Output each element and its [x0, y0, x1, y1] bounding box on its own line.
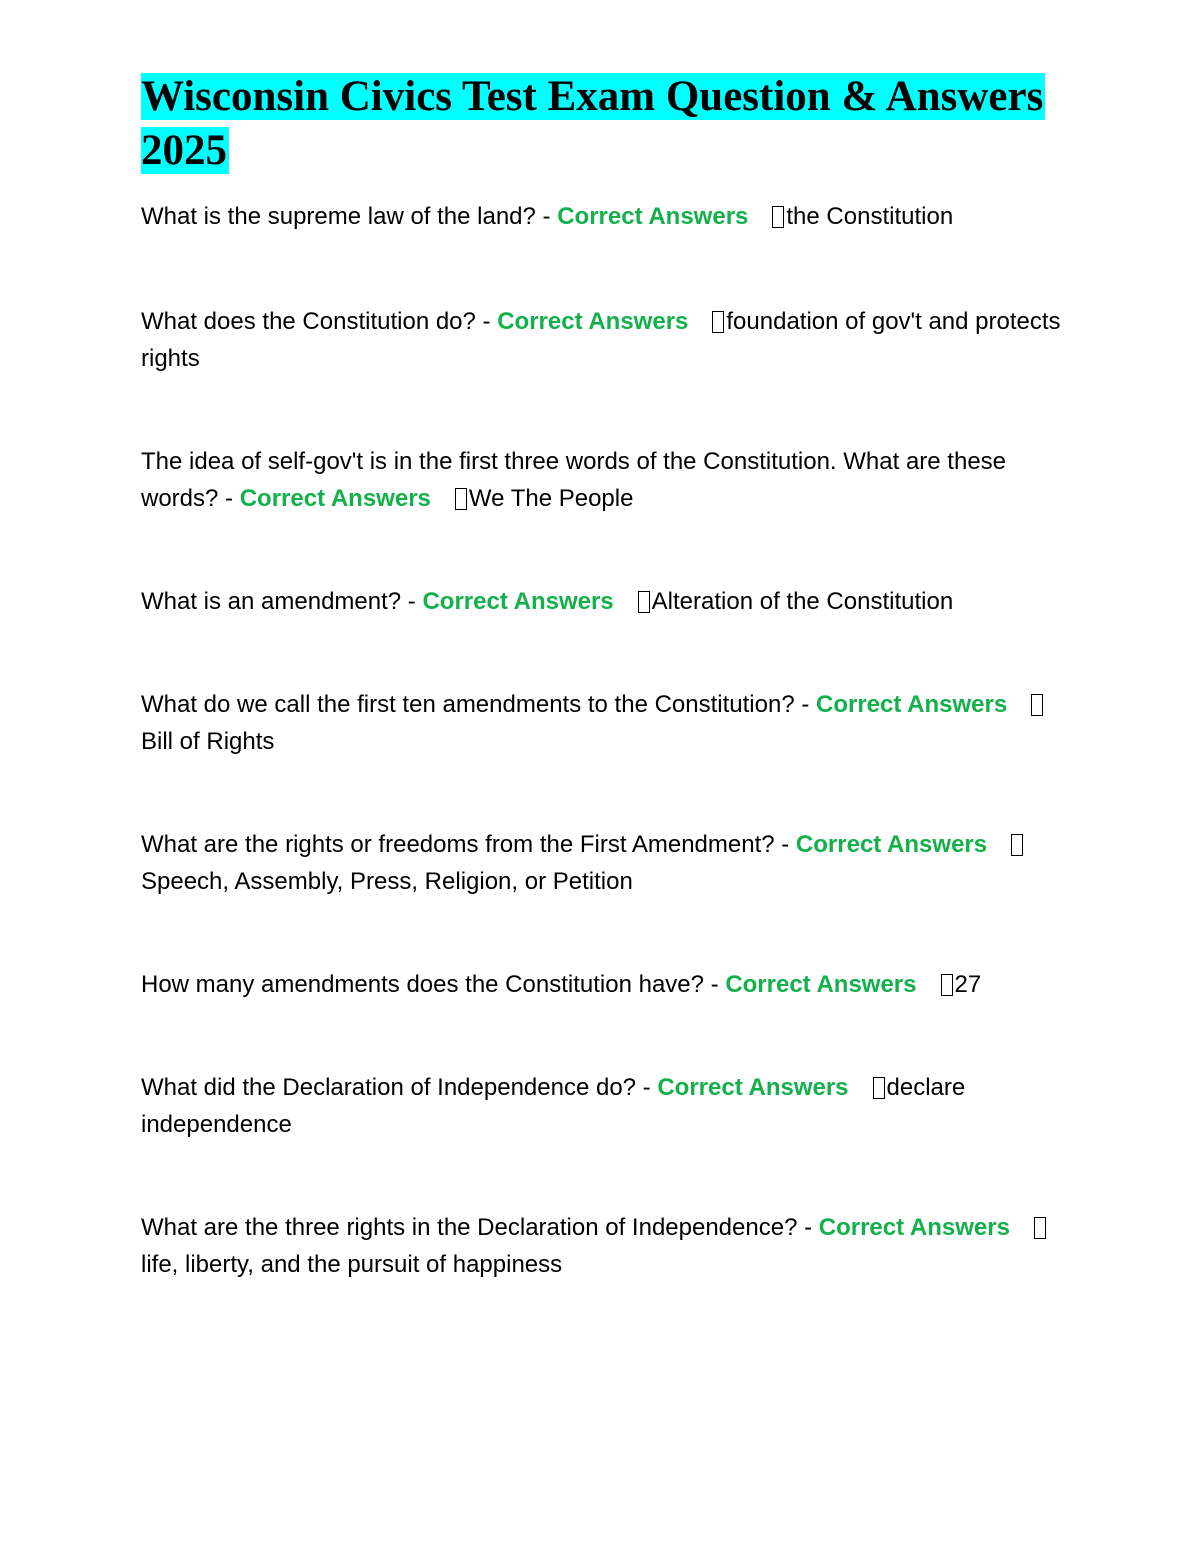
qa-item	[141, 443, 1061, 517]
answer-text: Speech, Assembly, Press, Religion, or Petition	[141, 868, 633, 895]
missing-glyph-icon	[1034, 1217, 1046, 1239]
answer-text: Alteration of the Constitution	[651, 588, 954, 615]
question-text: What do we call the first ten amendments to the Constitution?	[141, 691, 795, 718]
answer-label: Correct Answers	[657, 1074, 849, 1101]
missing-glyph-icon	[455, 488, 467, 510]
answer-label: Correct Answers	[557, 203, 749, 230]
answer-text: foundation of gov't and protects rights	[141, 308, 1061, 372]
missing-glyph-icon	[772, 206, 784, 228]
separator: -	[401, 588, 423, 615]
question-text: What are the rights or freedoms from the First Amendment?	[141, 831, 775, 858]
answer-text: the Constitution	[786, 203, 954, 230]
answer-text: declare independence	[141, 1074, 966, 1138]
answer-text: 27	[954, 971, 982, 998]
question-text: The idea of self-gov't is in the first three words of the Constitution. What are these words?	[141, 448, 1007, 512]
qa-item	[141, 826, 1061, 900]
separator: -	[475, 308, 498, 335]
missing-glyph-icon	[712, 311, 724, 333]
qa-item	[141, 1209, 1061, 1283]
separator: -	[794, 691, 816, 718]
missing-glyph-icon	[941, 974, 953, 996]
separator: -	[535, 203, 558, 230]
question-text: What is the supreme law of the land?	[141, 203, 536, 230]
separator: -	[218, 485, 240, 512]
separator: -	[636, 1074, 658, 1101]
answer-label: Correct Answers	[239, 485, 431, 512]
separator: -	[703, 971, 726, 998]
qa-item	[141, 303, 1061, 377]
qa-item	[141, 686, 1061, 760]
document-title	[141, 70, 1061, 178]
question-text: What did the Declaration of Independence do?	[141, 1074, 637, 1101]
answer-text: life, liberty, and the pursuit of happiness	[141, 1251, 563, 1278]
missing-glyph-icon	[1031, 694, 1043, 716]
question-text: What are the three rights in the Declaration of Independence?	[141, 1214, 798, 1241]
qa-item	[141, 198, 1061, 235]
qa-item	[141, 966, 1061, 1003]
answer-label: Correct Answers	[795, 831, 988, 858]
question-text: How many amendments does the Constitution have?	[141, 971, 704, 998]
answer-text: We The People	[468, 485, 634, 512]
missing-glyph-icon	[638, 591, 650, 613]
answer-label: Correct Answers	[497, 308, 689, 335]
answer-label: Correct Answers	[422, 588, 614, 615]
qa-item	[141, 583, 1061, 620]
answer-label: Correct Answers	[725, 971, 917, 998]
answer-label: Correct Answers	[816, 691, 1008, 718]
separator: -	[774, 831, 796, 858]
question-text: What does the Constitution do?	[141, 308, 476, 335]
missing-glyph-icon	[1011, 834, 1023, 856]
question-text: What is an amendment?	[141, 588, 402, 615]
missing-glyph-icon	[873, 1077, 885, 1099]
answer-text: Bill of Rights	[141, 728, 275, 755]
qa-item	[141, 1069, 1061, 1143]
answer-label: Correct Answers	[818, 1214, 1010, 1241]
separator: -	[797, 1214, 819, 1241]
title-highlight: Wisconsin Civics Test Exam Question & Answers 2025	[141, 73, 1044, 174]
document-page	[141, 70, 1061, 1283]
